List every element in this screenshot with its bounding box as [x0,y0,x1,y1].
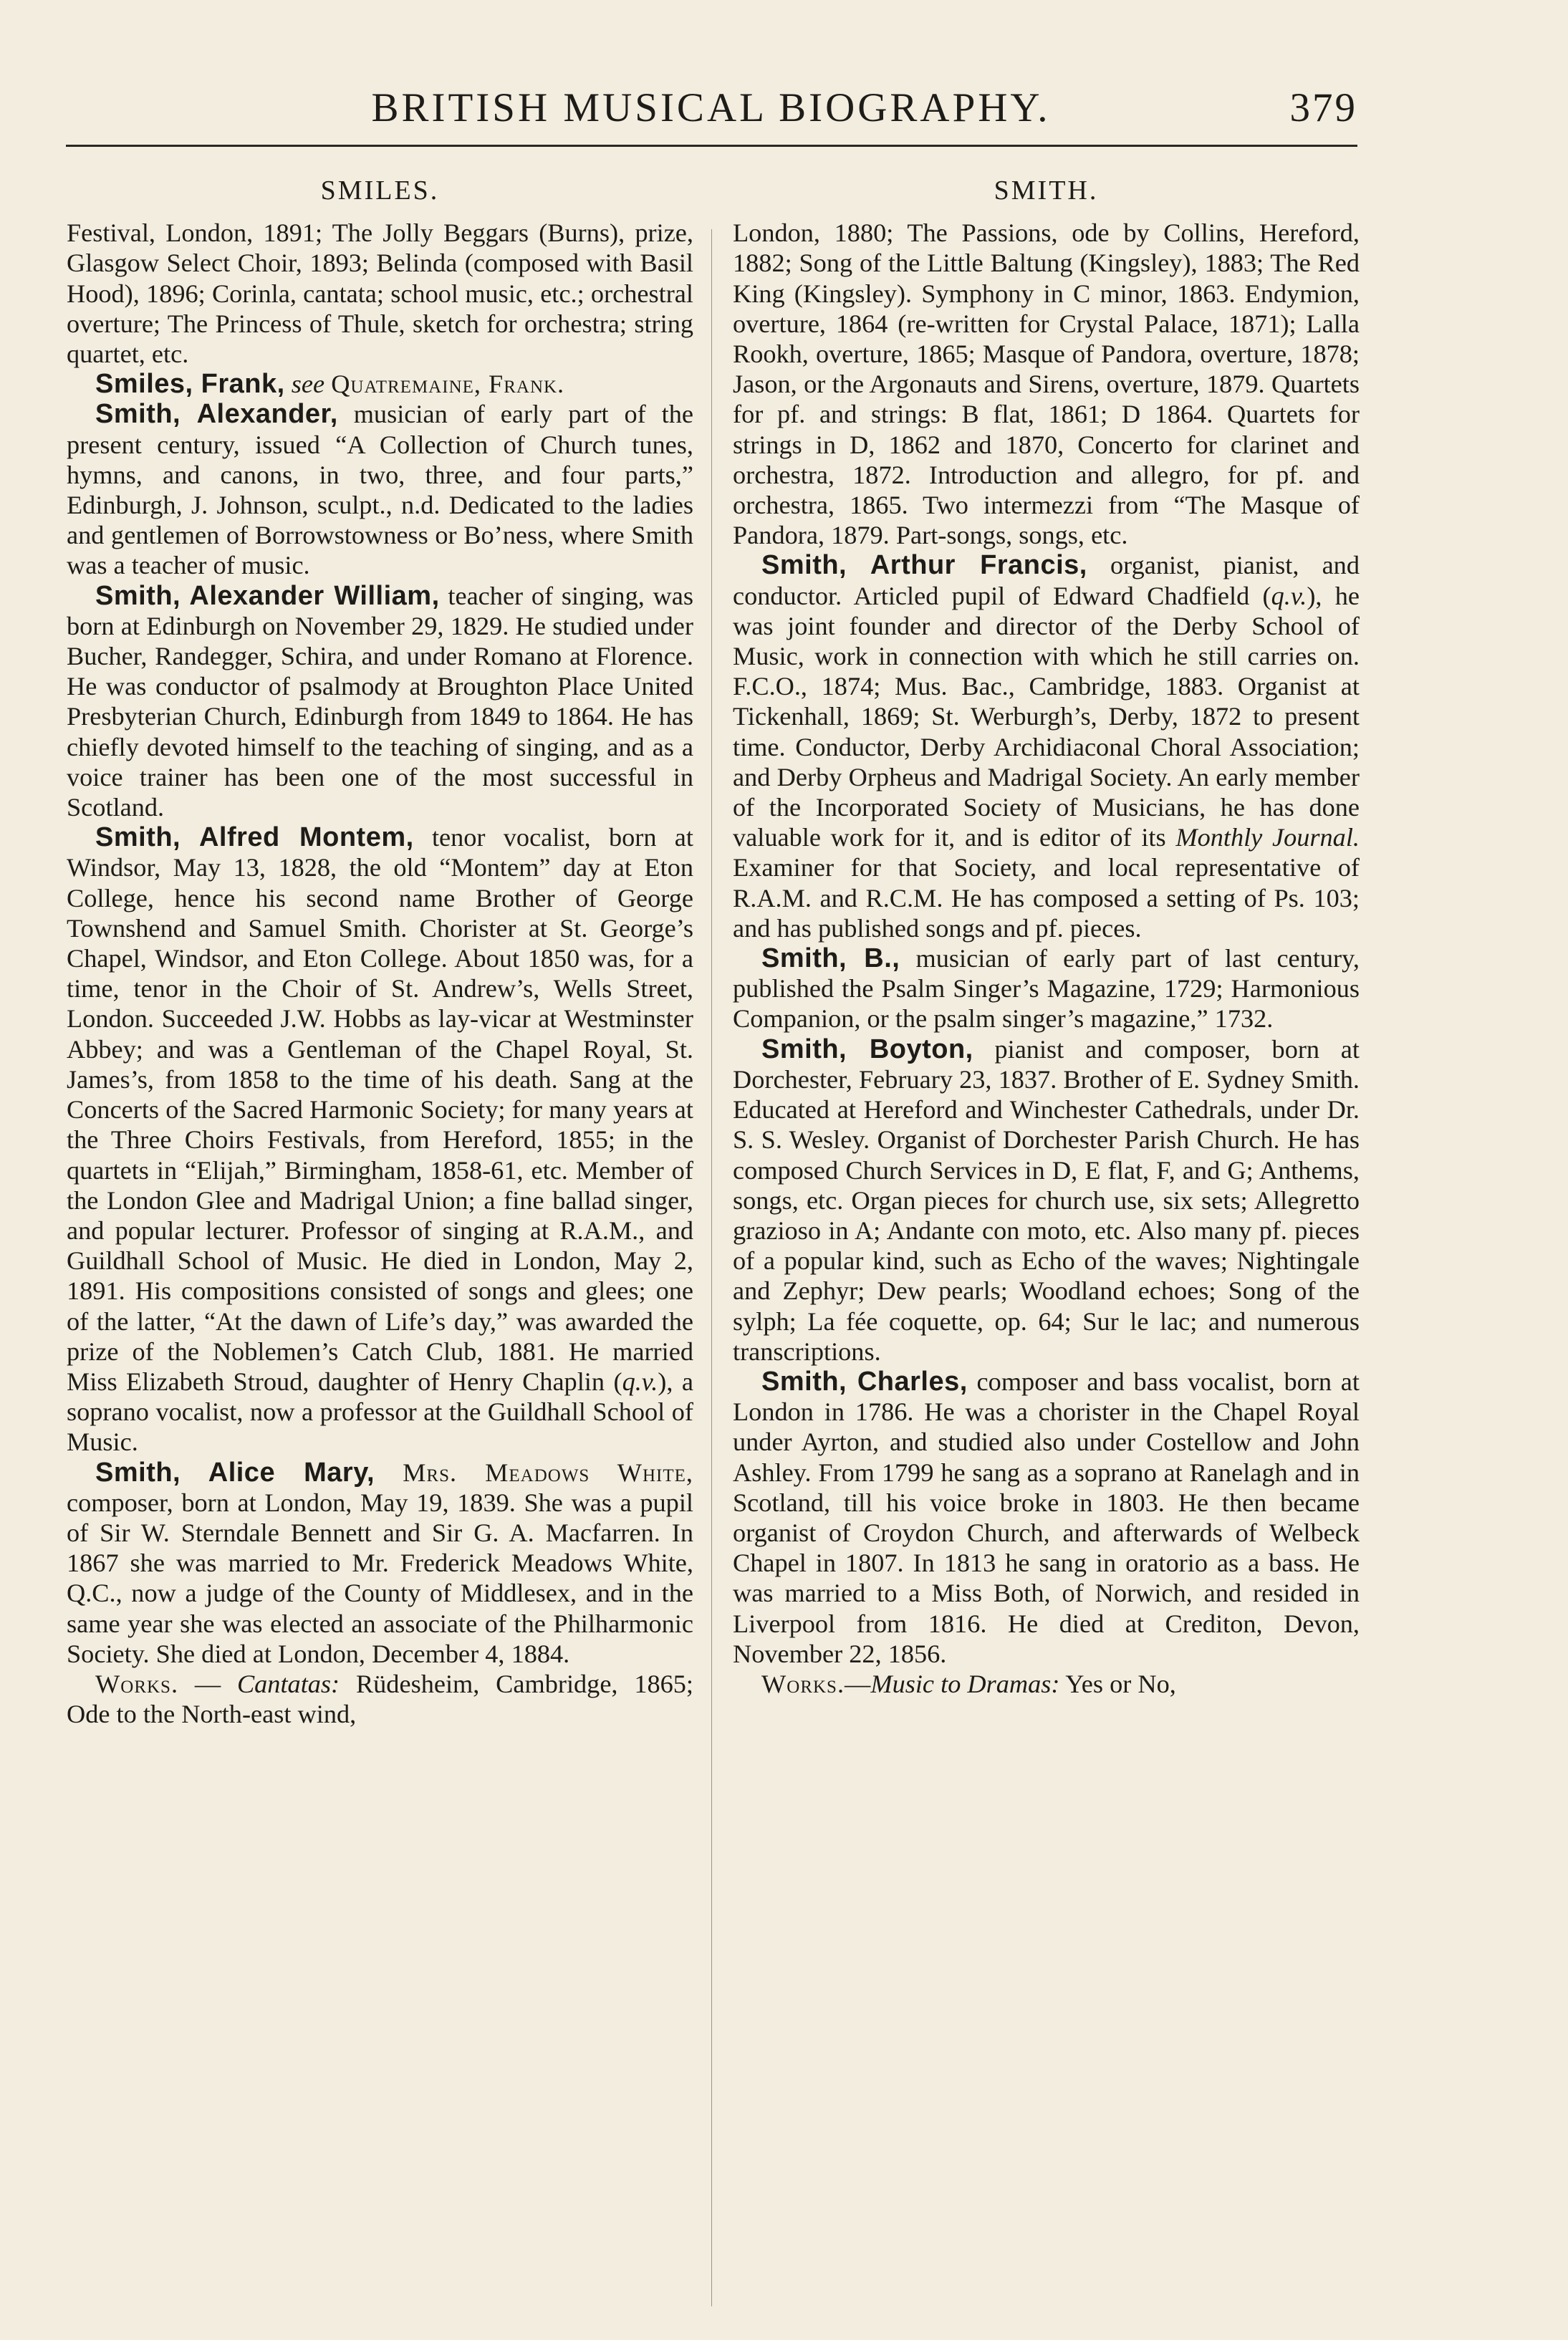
entry-smith-alexander-william [67,581,693,823]
qv-reference: q.v. [622,1367,658,1396]
right-column [733,175,1360,1699]
entry-text: ), he was joint founder and director of the Derby School of Music, work in connection with which he still carries on. F.C.O., 1874; Mus. Bac., Cambridge, 1883. Organist at Tickenhall, 1869; St. Werburgh’s, Derby, 1872 to present time. Conductor, Derby Archidiaconal Choral Association; and Derby Orpheus and Madrigal Society. An early member of the Incorporated Society of Musicians, he has done valuable work for it, and is editor of its [733,581,1360,852]
entry-headword: Smith, Alexander, [95,399,338,430]
married-name: Mrs. Meadows White, [375,1458,693,1487]
entry-text: pianist and composer, born at Dorchester, February 23, 1837. Brother of E. Sydney Smith. Educated at Hereford and Winchester Cathedrals, under Dr. S. S. Wesley. Organist of Dorchester Parish Church. He has composed Church Services in D, E flat, F, and G; Anthems, songs, etc. Organ pieces for church use, six sets; Allegretto grazioso in A; Andante con moto, etc. Also many pf. pieces of a popular kind, such as Echo of the waves; Nightingale and Zephyr; Dew pearls; Woodland echoes; Song of the sylph; La fée coquette, op. 64; Sur le lac; and numerous transcriptions. [733,1034,1360,1366]
header-rule [66,145,1357,147]
entry-text: composer and bass vocalist, born at London in 1786. He was a chorister in the Chapel Royal under Ayrton, and studied also under Costellow and John Ashley. From 1799 he sang as a soprano at Ranelagh and in Scotland, till his voice broke in 1803. He then became organist of Croydon Church, and afterwards of Welbeck Chapel in 1807. In 1813 he sang in oratorio as a bass. He was married to a Miss Both, of Norwich, and resided in Liverpool from 1816. He died at Crediton, Devon, November 22, 1856. [733,1367,1360,1668]
page-header [64,85,1357,149]
entry-headword: Smith, Alexander William, [95,580,440,611]
works-category: Cantatas: [236,1669,340,1698]
see-label: see [291,370,325,399]
entry-smith-arthur-francis [733,550,1360,943]
entry-headword: Smith, Alfred Montem, [95,822,414,853]
entry-smith-charles [733,1367,1360,1669]
journal-title: Monthly Journal. [1175,823,1360,852]
works-paragraph [67,1669,693,1729]
running-title: BRITISH MUSICAL BIOGRAPHY. [371,85,1051,130]
entry-smith-alice-mary [67,1458,693,1669]
entry-headword: Smith, Boyton, [761,1034,973,1064]
right-running-head: SMITH. [994,175,1099,206]
works-label: Works. [95,1669,179,1698]
column-divider [711,229,712,2306]
entry-smith-alexander [67,399,693,580]
entry-text: musician of early part of last century, published the Psalm Singer’s Magazine, 1729; Harmonious Companion, or the psalm singer’s magazine,” 1732. [733,944,1360,1034]
works-text: Yes or No, [1059,1669,1176,1698]
entry-text: tenor vocalist, born at Windsor, May 13, 1828, the old “Montem” day at Eton College, hence his second name Brother of George Townshend and Samuel Smith. Chorister at St. George’s Chapel, Windsor, and Eton College. About 1850 was, for a time, tenor in the Choir of St. Andrew’s, Wells Street, London. Succeeded J.W. Hobbs as lay-vicar at Westminster Abbey; and was a Gentleman of the Chapel Royal, St. James’s, from 1858 to the time of his death. Sang at the Concerts of the Sacred Harmonic Society; for many years at the Three Choirs Festivals, from Hereford, 1855; in the quartets in “Elijah,” Birmingham, 1858-61, etc. Member of the London Glee and Madrigal Union; a fine ballad singer, and popular lecturer. Professor of singing at R.A.M., and Guildhall School of Music. He died in London, May 2, 1891. His compositions consisted of songs and glees; one of the latter, “At the dawn of Life’s day,” was awarded the prize of the Noblemen’s Catch Club, 1881. He married Miss Elizabeth Stroud, daughter of Henry Chaplin ( [67,823,693,1396]
entry-smith-alfred-montem [67,822,693,1457]
works-dash: — [178,1669,237,1698]
works-category: Music to Dramas: [870,1669,1060,1698]
continuation-paragraph: Festival, London, 1891; The Jolly Beggars (Burns), prize, Glasgow Select Choir, 1893; Belinda (composed with Basil Hood), 1896; Corinla, cantata; school music, etc.; orchestral overture; The Princess of Thule, sketch for orchestra; string quartet, etc. [67,218,693,369]
entry-headword: Smith, Alice Mary, [95,1457,375,1488]
entry-headword: Smiles, Frank, [95,369,285,400]
left-running-head: SMILES. [320,175,440,206]
entry-text: composer, born at London, May 19, 1839. She was a pupil of Sir W. Sterndale Bennett and Sir G. A. Macfarren. In 1867 she was married to Mr. Frederick Meadows White, Q.C., now a judge of the County of Middlesex, and in the same year she was elected an associate of the Philharmonic Society. She died at London, December 4, 1884. [67,1488,693,1668]
works-text: Rüdesheim, Cambridge, 1865; Ode to the North-east wind, [67,1669,693,1729]
entry-smith-b [733,943,1360,1034]
qv-reference: q.v. [1271,581,1307,610]
entry-text: musician of early part of the present century, issued “A Collection of Church tunes, hymns, and canons, in two, three, and four parts,” Edinburgh, J. Johnson, sculpt., n.d. Dedicated to the ladies and gentlemen of Borrowstowness or Bo’ness, where Smith was a teacher of music. [67,400,693,580]
entry-text: teacher of singing, was born at Edinburgh on November 29, 1829. He studied under Bucher, Randegger, Schira, and under Romano at Florence. He was conductor of psalmody at Broughton Place United Presbyterian Church, Edinburgh from 1849 to 1864. He has chiefly devoted himself to the teaching of singing, and as a voice trainer has been one of the most successful in Scotland. [67,581,693,822]
works-paragraph [733,1669,1360,1699]
page-number: 379 [1289,85,1357,130]
cross-reference: Quatremaine, Frank. [331,370,565,399]
entry-text: Examiner for that Society, and local representative of R.A.M. and R.C.M. He has composed a setting of Ps. 103; and has published songs and pf. pieces. [733,853,1360,943]
left-column [67,175,693,1729]
continuation-paragraph: London, 1880; The Passions, ode by Collins, Hereford, 1882; Song of the Little Baltung (Kingsley), 1883; The Red King (Kingsley). Symphony in C minor, 1863. Endymion, overture, 1864 (re-written for Crystal Palace, 1871); Lalla Rookh, overture, 1865; Masque of Pandora, overture, 1878; Jason, or the Argonauts and Sirens, overture, 1879. Quartets for pf. and strings: B flat, 1861; D 1864. Quartets for strings in D, 1862 and 1870, Concerto for clarinet and orchestra, 1872. Introduction and allegro, for pf. and orchestra, 1865. Two intermezzi from “The Masque of Pandora, 1879. Part-songs, songs, etc. [733,218,1360,550]
works-dash: — [845,1669,871,1698]
works-label: Works. [761,1669,845,1698]
entry-smith-boyton [733,1034,1360,1367]
entry-text: organist, pianist, and conductor. Articled pupil of Edward Chadfield ( [733,551,1360,610]
entry-headword: Smith, B., [761,943,900,974]
entry-smiles-frank [67,369,693,399]
entry-headword: Smith, Arthur Francis, [761,550,1087,581]
entry-text: ), a soprano vocalist, now a professor at the Guildhall School of Music. [67,1367,693,1457]
entry-headword: Smith, Charles, [761,1366,968,1397]
